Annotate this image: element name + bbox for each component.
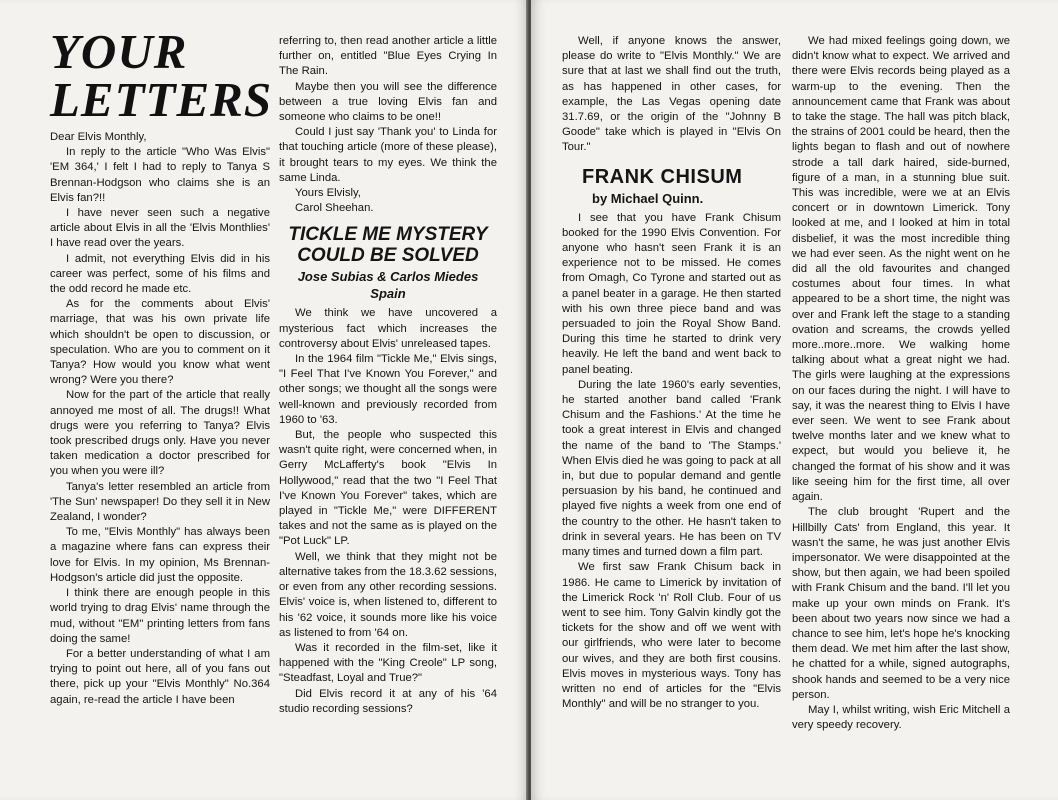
- article-paragraph: We first saw Frank Chisum back in 1986. He came to Limerick by invitation of the Limerick Rock 'n' Roll Club. Four of us went to see him. Tony Galvin kindly got the tickets for the show and off we went with our girlfriends, who were later to become our wives, and they are both first cousins. Elvis moves in mysterious ways. Tony has written no end of articles for the "Elvis Monthly" and will be no stranger to you.: [562, 561, 781, 711]
- article-paragraph: But, the people who suspected this wasn't quite right, were concerned when, in Gerry McLafferty's book "Elvis In Hollywood," read that the two "I Feel That I've Known You Forever" takes, which are played in "Tickle Me," were DIFFERENT takes and not the same as is played on the "Pot Luck" LP.: [279, 429, 497, 548]
- article-paragraph: We had mixed feelings going down, we didn't know what to expect. We arrived and there were Elvis records being played as a warm-up to the evening. Then the announcement came that Frank was about to take the stage. The hall was pitch black, the strains of 2001 could be heard, then the lights began to flash and out of nowhere strode a tall dark haired, side-burned, figure of a man, in a stunning blue suit. This was incredible, were we at an Elvis concert or in downtown Limerick. Tony looked at me, and I looked at him in total disbelief, it was the most incredible thing we had ever seen. As the night went on he did all the old favourites and changed costumes about four times. In what appeared to be a short time, the night was over and Frank left the stage to a standing ovation and screams, the crowds yelled more..more..more. We walking home talking about what a great night we had. The girls were laughing at the expressions on our faces during the night. I will have to say, it was the nearest thing to Elvis I have ever seen. We went to see Frank about twelve months later and we knew what to expect, but would you believe it, he changed the format of his show and it was like seeing him for the first time, all over again.: [792, 35, 1010, 504]
- letter-signature: Carol Sheehan.: [295, 202, 374, 215]
- article-paragraph: I see that you have Frank Chisum booked for the 1990 Elvis Convention. For anyone who hasn't seen Frank it is an experience not to be missed. He comes from Omagh, Co Tyrone and started out as a panel beater in a garage. He then started with his own three piece band and was persuaded to join the Royal Show Band. During this time he started to drink very heavily. He left the band and went back to panel beating.: [562, 211, 781, 376]
- article-paragraph: Was it recorded in the film-set, like it happened with the "King Creole" LP song, "Steadfast, Loyal and True?": [279, 641, 497, 685]
- tickle-me-headline: TICKLE ME MYSTERY COULD BE SOLVED: [288, 224, 488, 267]
- letter-paragraph: I have never seen such a negative article about Elvis in all the 'Elvis Monthlies' I have read over the years.: [50, 207, 270, 250]
- article-paragraph: Well, if anyone knows the answer, please do write to "Elvis Monthly." We are sure that at last we shall find out the truth, as has happened in other cases, for example, the Las Vegas opening date 31.7.69, or the origin of the "Johnny B Goode" take which is played in "Elvis On Tour.": [562, 35, 781, 154]
- letter-paragraph: Maybe then you will see the difference between a true loving Elvis fan and someone who claims to be one!!: [279, 80, 497, 124]
- tickle-me-byline: Jose Subias & Carlos Miedes Spain: [297, 269, 479, 302]
- left-page: [0, 0, 528, 800]
- article-paragraph: In the 1964 film "Tickle Me," Elvis sings, "I Feel That I've Known You Forever," and other songs; we thought all the songs were well-known and previously recorded from 1960 to '63.: [279, 353, 497, 426]
- frank-chisum-headline: FRANK CHISUM: [582, 165, 743, 188]
- article-paragraph: Did Elvis record it at any of his '64 studio recording sessions?: [279, 687, 497, 715]
- letter-paragraph: Now for the part of the article that really annoyed me most of all. The drugs!! What drugs were you referring to Tanya? Elvis took prescribed drugs only. Have you never taken medication a doctor prescribed for you when you were ill?: [50, 389, 270, 478]
- article-paragraph: Well, we think that they might not be alternative takes from the 18.3.62 sessions, or even from any other recording sessions. Elvis' voice is, when listened to, different to his '62 voice, it sounds more like his voice as listened to from '64 on.: [279, 550, 497, 639]
- letter-paragraph: I think there are enough people in this world trying to drag Elvis' name through the mud, without "EM" printing letters from fans doing the same!: [50, 587, 270, 645]
- letters-column-1: [50, 130, 270, 708]
- your-letters-masthead: [50, 24, 273, 127]
- right-column-1: [562, 34, 781, 712]
- article-paragraph: May I, whilst writing, wish Eric Mitchell a very speedy recovery.: [792, 703, 1010, 732]
- right-column-2: [792, 34, 1010, 733]
- article-paragraph: We think we have uncovered a mysterious fact which increases the controversy about Elvis' unreleased tapes.: [279, 307, 497, 350]
- letter-signoff: Yours Elvisly,: [295, 187, 361, 200]
- salutation: Dear Elvis Monthly,: [50, 131, 147, 143]
- letter-paragraph: referring to, then read another article a little further on, entitled "Blue Eyes Crying In The Rain.: [279, 35, 497, 78]
- letter-paragraph: Could I just say 'Thank you' to Linda for that touching article (more of these please), it brought tears to my eyes. We think the same Linda.: [279, 126, 497, 184]
- letter-paragraph: As for the comments about Elvis' marriage, that was his own private life which shouldn't be open to discussion, or speculation. Who are you to comment on it Tanya? How would you know what went wrong? Were you there?: [50, 298, 270, 387]
- letter-paragraph: In reply to the article "Who Was Elvis" 'EM 364,' I felt I had to reply to Tanya S Brennan-Hodgson who claims she is an Elvis fan?!!: [50, 146, 270, 204]
- letter-paragraph: Tanya's letter resembled an article from 'The Sun' newspaper! Do they sell it in New Zealand, I wonder?: [50, 480, 270, 524]
- article-paragraph: During the late 1960's early seventies, he started another band called 'Frank Chisum and the Fashions.' At the time he took a great interest in Elvis and changed the name of the band to 'The Stamps.' When Elvis died he was going to pack at all in, but due to popular demand and gentle persuasion by his band, he continued and played five nights a week from one end of the country to the other. He hasn't taken to drink in several years. He has been on TV many times and turned down a film part.: [562, 378, 781, 559]
- masthead-line-2: LETTERS: [50, 72, 273, 127]
- article-paragraph: The club brought 'Rupert and the Hillbilly Cats' from England, this year. It wasn't the same, he was just another Elvis impersonator. We were disappointed at the show, but then again, we had been spoiled with Frank Chisum and the band. I'll let you make up your own minds on Frank. It's been about two years now since we had a chance to see him, let's hope he's knocking them dead. We met him after the last show, he chatted for a while, signed autographs, shook hands and seemed to be a very nice person.: [792, 506, 1010, 701]
- frank-chisum-byline: by Michael Quinn.: [592, 190, 704, 206]
- letter-paragraph: To me, "Elvis Monthly" has always been a magazine where fans can express their love for Elvis. In my opinion, Ms Brennan-Hodgson's article did just the opposite.: [50, 526, 270, 584]
- masthead-line-1: YOUR: [50, 24, 188, 79]
- letters-column-2: [279, 34, 497, 717]
- letter-paragraph: I admit, not everything Elvis did in his career was perfect, some of his films and the odd record he made etc.: [50, 252, 270, 296]
- letter-paragraph: For a better understanding of what I am trying to point out here, all of you fans out there, pick up your "Elvis Monthly" No.364 again, re-read the article I have been: [50, 647, 270, 706]
